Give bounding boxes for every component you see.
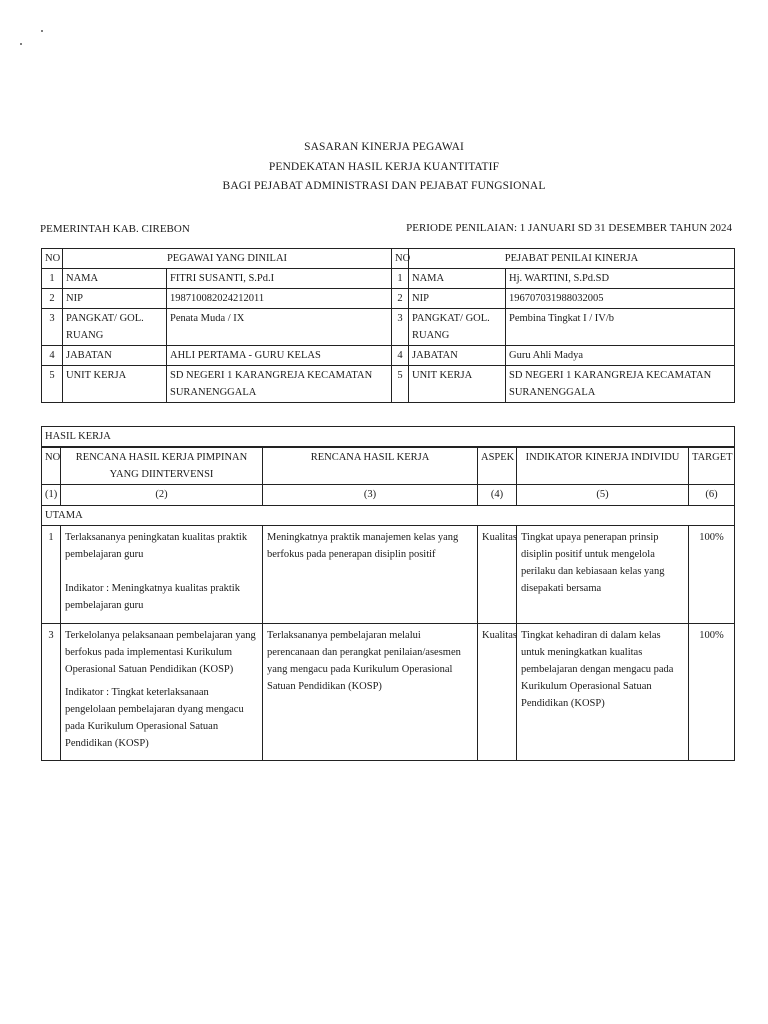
row-number: 4 xyxy=(392,346,409,366)
row-number: 2 xyxy=(392,289,409,309)
rhk-pimpinan-text: Terlaksananya peningkatan kualitas praktik pembelajaran guru xyxy=(65,532,248,560)
indikator-cell: Tingkat upaya penerapan prinsip disiplin positif untuk mengelola perilaku dan kebiasaan kelas yang disepakati bersama xyxy=(517,526,689,624)
row-number: 3 xyxy=(42,624,61,761)
target-header: TARGET xyxy=(689,447,735,485)
pegawai-pangkat: Penata Muda / IX xyxy=(167,309,392,346)
scan-speck xyxy=(20,43,22,45)
title-line-2: PENDEKATAN HASIL KERJA KUANTITATIF xyxy=(268,160,500,173)
rhk-pimpinan-cell xyxy=(61,526,263,624)
title-line-3: BAGI PEJABAT ADMINISTRASI DAN PEJABAT FUNGSIONAL xyxy=(222,180,546,192)
row-number: 1 xyxy=(392,269,409,289)
hasil-kerja-row xyxy=(42,526,735,624)
rhk-cell: Meningkatnya praktik manajemen kelas yang berfokus pada penerapan disiplin positif xyxy=(263,526,478,624)
hasil-kerja-section-row xyxy=(42,427,735,448)
pegawai-nama: FITRI SUSANTI, S.Pd.I xyxy=(167,269,392,289)
instansi-label: PEMERINTAH KAB. CIREBON xyxy=(40,223,190,235)
penilai-nama: Hj. WARTINI, S.Pd.SD xyxy=(506,269,735,289)
column-number: (2) xyxy=(61,485,263,506)
row-number: 2 xyxy=(42,289,63,309)
column-number: (3) xyxy=(263,485,478,506)
field-label: JABATAN xyxy=(63,346,167,366)
field-label: PANGKAT/ GOL. RUANG xyxy=(63,309,167,346)
row-number: 4 xyxy=(42,346,63,366)
identity-row-nip xyxy=(42,289,735,309)
utama-label: UTAMA xyxy=(42,506,735,526)
target-cell: 100% xyxy=(689,624,735,761)
row-number: 5 xyxy=(392,366,409,403)
column-number: (6) xyxy=(689,485,735,506)
col-no-header: NO xyxy=(392,249,409,269)
pegawai-jabatan: AHLI PERTAMA - GURU KELAS xyxy=(167,346,392,366)
field-label: NAMA xyxy=(409,269,506,289)
rhk-pimpinan-text: Terkelolanya pelaksanaan pembelajaran yang berfokus pada implementasi Kurikulum Operasional Satuan Pendidikan (KOSP) xyxy=(65,630,256,675)
document-title xyxy=(0,138,768,197)
spacer xyxy=(65,563,258,580)
field-label: UNIT KERJA xyxy=(409,366,506,403)
column-number: (5) xyxy=(517,485,689,506)
row-number: 1 xyxy=(42,526,61,624)
penilai-unit-kerja: SD NEGERI 1 KARANGREJA KECAMATAN SURANENGGALA xyxy=(506,366,735,403)
column-number: (4) xyxy=(478,485,517,506)
aspek-cell: Kualitas xyxy=(478,624,517,761)
hasil-kerja-table xyxy=(41,426,735,761)
pejabat-penilai-header: PEJABAT PENILAI KINERJA xyxy=(409,249,735,269)
identity-row-jabatan xyxy=(42,346,735,366)
pegawai-unit-kerja: SD NEGERI 1 KARANGREJA KECAMATAN SURANENGGALA xyxy=(167,366,392,403)
identity-table xyxy=(41,248,735,403)
indikator-cell: Tingkat kehadiran di dalam kelas untuk meningkatkan kualitas pembelajaran dengan mengacu pada Kurikulum Operasional Satuan Pendidikan (KOSP) xyxy=(517,624,689,761)
hasil-kerja-row xyxy=(42,624,735,761)
penilai-pangkat: Pembina Tingkat I / IV/b xyxy=(506,309,735,346)
rhk-cell: Terlaksananya pembelajaran melalui perencanaan dan perangkat penilaian/asesmen yang mengacu pada Kurikulum Operasional Satuan Pendidikan (KOSP) xyxy=(263,624,478,761)
field-label: NIP xyxy=(63,289,167,309)
scan-speck xyxy=(41,30,43,32)
col-no-header: NO xyxy=(42,447,61,485)
column-numbering-row xyxy=(42,485,735,506)
pegawai-dinilai-header: PEGAWAI YANG DINILAI xyxy=(63,249,392,269)
title-line-1: SASARAN KINERJA PEGAWAI xyxy=(304,141,464,153)
utama-section-row xyxy=(42,506,735,526)
rhk-pimpinan-indikator: Indikator : Tingkat keterlaksanaan pengelolaan pembelajaran dyang mengacu pada Kurikulum Operasional Satuan Pendidikan (KOSP) xyxy=(65,687,244,749)
row-number: 3 xyxy=(42,309,63,346)
identity-row-pangkat xyxy=(42,309,735,346)
field-label: JABATAN xyxy=(409,346,506,366)
field-label: UNIT KERJA xyxy=(63,366,167,403)
hasil-kerja-label: HASIL KERJA xyxy=(42,427,735,448)
hasil-kerja-header-row xyxy=(42,447,735,485)
pegawai-nip: 198710082024212011 xyxy=(167,289,392,309)
field-label: NAMA xyxy=(63,269,167,289)
rhk-header: RENCANA HASIL KERJA xyxy=(263,447,478,485)
periode-label: PERIODE PENILAIAN: 1 JANUARI SD 31 DESEMBER TAHUN 2024 xyxy=(406,222,732,234)
aspek-cell: Kualitas xyxy=(478,526,517,624)
row-number: 3 xyxy=(392,309,409,346)
penilai-jabatan: Guru Ahli Madya xyxy=(506,346,735,366)
target-cell: 100% xyxy=(689,526,735,624)
row-number: 5 xyxy=(42,366,63,403)
rhk-pimpinan-header: RENCANA HASIL KERJA PIMPINAN YANG DIINTERVENSI xyxy=(61,447,263,485)
identity-row-nama xyxy=(42,269,735,289)
rhk-pimpinan-indikator: Indikator : Meningkatnya kualitas praktik pembelajaran guru xyxy=(65,583,240,611)
aspek-header: ASPEK xyxy=(478,447,517,485)
field-label: PANGKAT/ GOL. RUANG xyxy=(409,309,506,346)
identity-header-row xyxy=(42,249,735,269)
row-number: 1 xyxy=(42,269,63,289)
penilai-nip: 196707031988032005 xyxy=(506,289,735,309)
identity-row-unit-kerja xyxy=(42,366,735,403)
indikator-header: INDIKATOR KINERJA INDIVIDU xyxy=(517,447,689,485)
field-label: NIP xyxy=(409,289,506,309)
rhk-pimpinan-cell xyxy=(61,624,263,761)
column-number: (1) xyxy=(42,485,61,506)
col-no-header: NO xyxy=(42,249,63,269)
